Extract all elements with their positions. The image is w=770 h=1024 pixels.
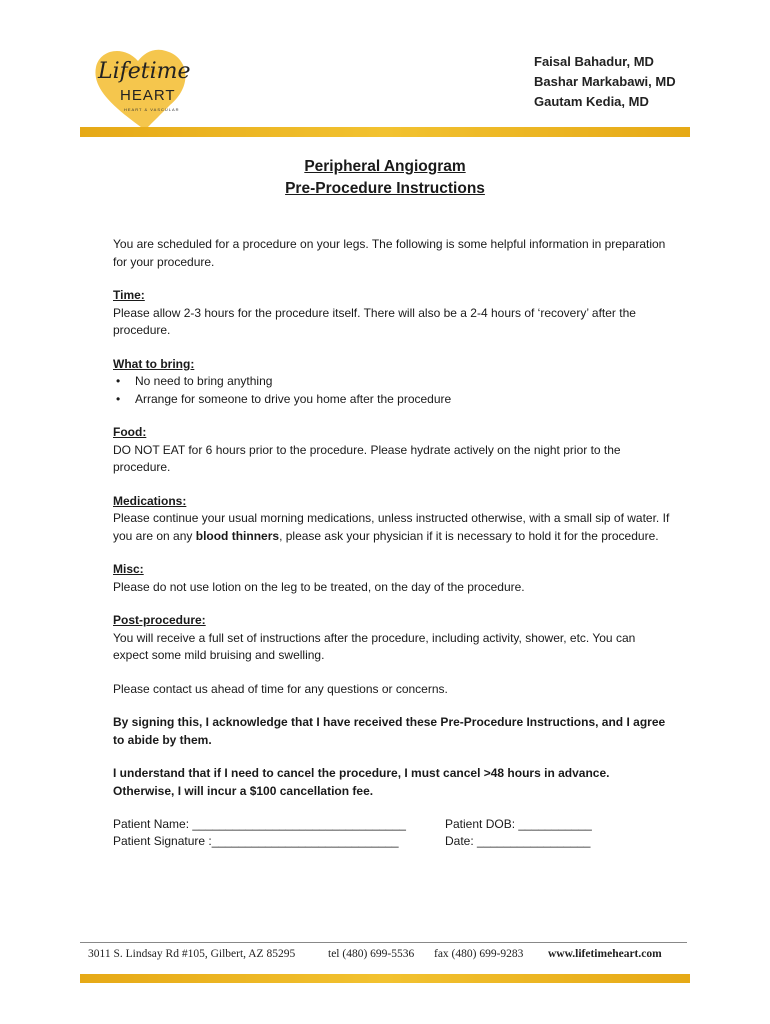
document-title: Peripheral Angiogram [304,158,466,175]
date-field[interactable]: Date: _________________ [445,834,591,848]
list-item: • Arrange for someone to drive you home after the procedure [113,391,673,409]
section-text: Please continue your usual morning medications, unless instructed otherwise, with a small sip of water. If you are on any [113,511,670,543]
doctor-name: Gautam Kedia, MD [534,94,649,109]
doctor-name: Bashar Markabawi, MD [534,74,676,89]
footer-fax: fax (480) 699-9283 [434,948,524,960]
section-bring [113,356,673,409]
document-subtitle: Pre-Procedure Instructions [285,180,485,197]
footer-phone: tel (480) 699-5536 [328,948,415,960]
section-food [113,424,673,477]
section-text: Please allow 2-3 hours for the procedure itself. There will also be a 2-4 hours of ‘recovery’ after the procedure. [113,305,636,337]
header-divider-bar [80,127,690,137]
lifetime-heart-logo [90,45,200,135]
section-heading: Medications: [113,493,187,508]
footer-website-link[interactable]: www.lifetimeheart.com [548,948,662,960]
logo-brand-bottom: HEART [120,87,176,104]
doctor-list [534,52,676,112]
footer-divider [80,942,687,943]
signature-block [113,816,673,852]
instructions-body [113,236,673,852]
emphasis-text: blood thinners [195,528,280,543]
section-text: DO NOT EAT for 6 hours prior to the procedure. Please hydrate actively on the night prior to the procedure. [113,442,621,474]
patient-dob-field[interactable]: Patient DOB: ___________ [445,817,592,831]
section-heading: Post-procedure: [113,613,206,627]
section-text: , please ask your physician if it is necessary to hold it for the procedure. [279,528,659,543]
section-heading: Food: [113,425,147,439]
footer-accent-bar [80,974,690,983]
section-heading: What to bring: [113,356,195,371]
patient-signature-field[interactable]: Patient Signature :____________________________ [113,834,399,848]
footer-address: 3011 S. Lindsay Rd #105, Gilbert, AZ 85295 [88,948,296,960]
section-time [113,287,673,340]
patient-name-field[interactable]: Patient Name: ________________________________ [113,817,406,831]
logo-brand-top: Lifetime [98,59,191,84]
list-item: • No need to bring anything [113,373,673,391]
intro-text: You are scheduled for a procedure on your legs. The following is some helpful information in preparation for your procedure. [113,237,666,269]
section-text: You will receive a full set of instructions after the procedure, including activity, shower, etc. You can expect some mild bruising and swelling. [113,630,636,662]
contact-text: Please contact us ahead of time for any questions or concerns. [113,681,448,696]
section-misc [113,561,673,596]
acknowledgement-text: By signing this, I acknowledge that I have received these Pre-Procedure Instructions, and I agree to abide by them. [113,715,666,747]
logo-tagline: HEART & VASCULAR [124,107,180,112]
section-heading: Misc: [113,562,144,576]
section-medications [113,493,673,546]
section-post-procedure [113,612,673,665]
doctor-name: Faisal Bahadur, MD [534,54,654,69]
section-text: Please do not use lotion on the leg to be treated, on the day of the procedure. [113,579,525,594]
cancellation-text: I understand that if I need to cancel the procedure, I must cancel >48 hours in advance. Otherwise, I will incur a $100 cancellation fee. [113,766,610,798]
section-heading: Time: [113,288,145,302]
